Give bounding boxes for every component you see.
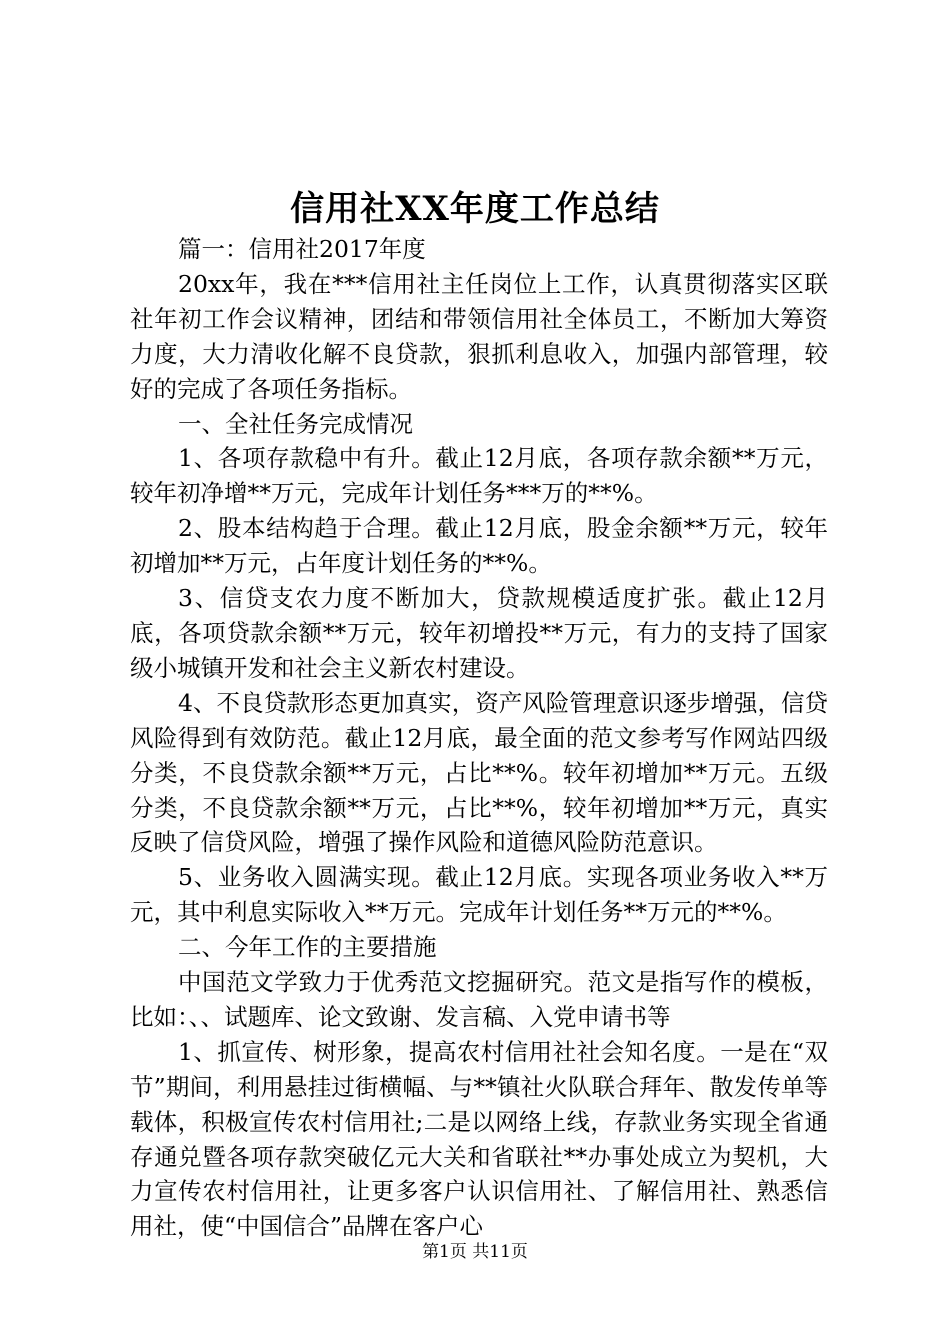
body-paragraph: 5、业务收入圆满实现。截止12月底。实现各项业务收入**万元，其中利息实际收入**万元。完成年计划任务**万元的**%。: [130, 863, 828, 927]
body-paragraph: 20xx年，我在***信用社主任岗位上工作，认真贯彻落实区联社年初工作会议精神，团结和带领信用社全体员工，不断加大筹资力度，大力清收化解不良贷款，狠抓利息收入，加强内部管理，较好的完成了各项任务指标。: [130, 269, 828, 403]
body-paragraph: 2、股本结构趋于合理。截止12月底，股金余额**万元，较年初增加**万元，占年度计划任务的**%。: [130, 514, 828, 578]
section-heading: 一、全社任务完成情况: [178, 409, 413, 438]
body-paragraph: 中国范文学致力于优秀范文挖掘研究。范文是指写作的模板，比如：、、试题库、论文致谢、发言稿、入党申请书等: [130, 968, 828, 1031]
document-title: 信用社XX年度工作总结: [290, 189, 660, 229]
body-paragraph: 1、抓宣传、树形象，提高农村信用社社会知名度。一是在“双节”期间，利用悬挂过街横幅、与**镇社火队联合拜年、散发传单等载体，积极宣传农村信用社;二是以网络上线，存款业务实现全省通存通兑暨各项存款突破亿元大关和省联社**办事处成立为契机，大力宣传农村信用社，让更多客户认识信用社、了解信用社、熟悉信用社，使“中国信合”品牌在客户心: [130, 1037, 828, 1241]
document-body: [130, 232, 828, 1244]
section-heading: 二、今年工作的主要措施: [178, 933, 437, 962]
body-paragraph: 3、信贷支农力度不断加大，贷款规模适度扩张。截止12月底，各项贷款余额**万元，较年初增投**万元，有力的支持了国家级小城镇开发和社会主义新农村建设。: [130, 584, 828, 682]
body-paragraph: 4、不良贷款形态更加真实，资产风险管理意识逐步增强，信贷风险得到有效防范。截止12月底，最全面的范文参考写作网站四级分类，不良贷款余额**万元，占比**%。较年初增加**万元。五级分类，不良贷款余额**万元，占比**%，较年初增加**万元，真实反映了信贷风险，增强了操作风险和道德风险防范意识。: [130, 688, 828, 857]
section-heading: 篇一：信用社2017年度: [178, 235, 426, 263]
page-footer: 第1页 共11页: [422, 1242, 528, 1262]
body-paragraph: 1、各项存款稳中有升。截止12月底，各项存款余额**万元，较年初净增**万元，完成年计划任务***万的**%。: [130, 444, 828, 508]
